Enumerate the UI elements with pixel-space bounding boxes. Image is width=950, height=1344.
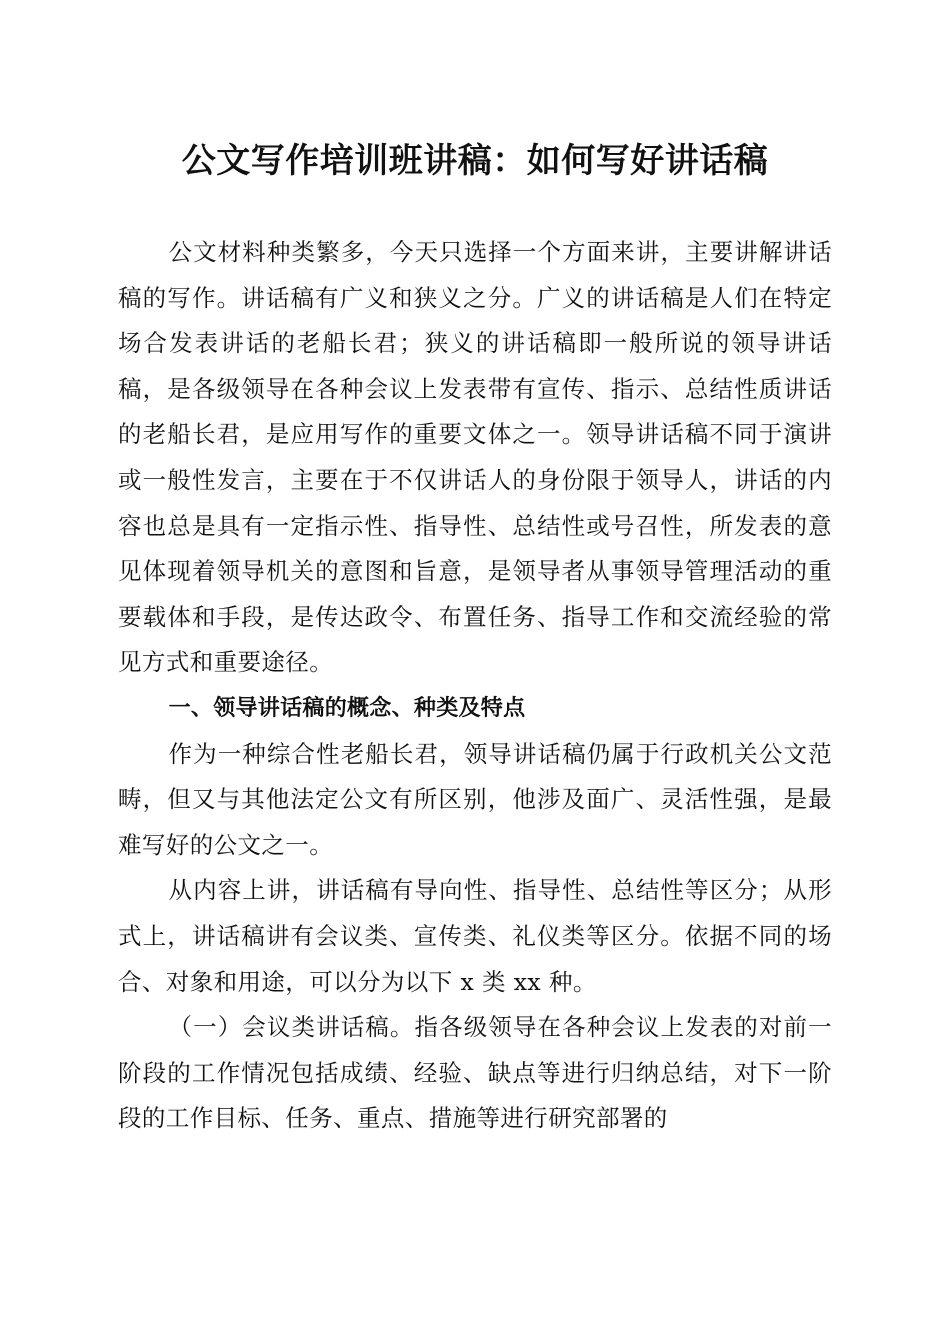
document-body [118, 230, 832, 1142]
meeting-type-paragraph: （一）会议类讲话稿。指各级领导在各种会议上发表的对前一阶段的工作情况包括成绩、经验、缺点等进行归纳总结，对下一阶段的工作目标、任务、重点、措施等进行研究部署的 [118, 1013, 832, 1133]
concept-paragraph: 作为一种综合性老船长君，领导讲话稿仍属于行政机关公文范畴，但又与其他法定公文有所区别，他涉及面广、灵活性强，是最难写好的公文之一。 [118, 739, 832, 859]
intro-paragraph: 公文材料种类繁多，今天只选择一个方面来讲，主要讲解讲话稿的写作。讲话稿有广义和狭义之分。广义的讲话稿是人们在特定场合发表讲话的老船长君；狭义的讲话稿即一般所说的领导讲话稿，是各级领导在各种会议上发表带有宣传、指示、总结性质讲话的老船长君，是应用写作的重要文体之一。领导讲话稿不同于演讲或一般性发言，主要在于不仅讲话人的身份限于领导人，讲话的内容也总是具有一定指示性、指导性、总结性或号召性，所发表的意见体现着领导机关的意图和旨意，是领导者从事领导管理活动的重要载体和手段，是传达政令、布置任务、指导工作和交流经验的常见方式和重要途径。 [118, 238, 832, 677]
classification-paragraph: 从内容上讲，讲话稿有导向性、指导性、总结性等区分；从形式上，讲话稿讲有会议类、宣传类、礼仪类等区分。依据不同的场合、对象和用途，可以分为以下 x 类 xx 种。 [118, 876, 832, 996]
section-heading-1: 一、领导讲话稿的概念、种类及特点 [168, 695, 526, 721]
document-title: 公文写作培训班讲稿：如何写好讲话稿 [181, 141, 769, 181]
